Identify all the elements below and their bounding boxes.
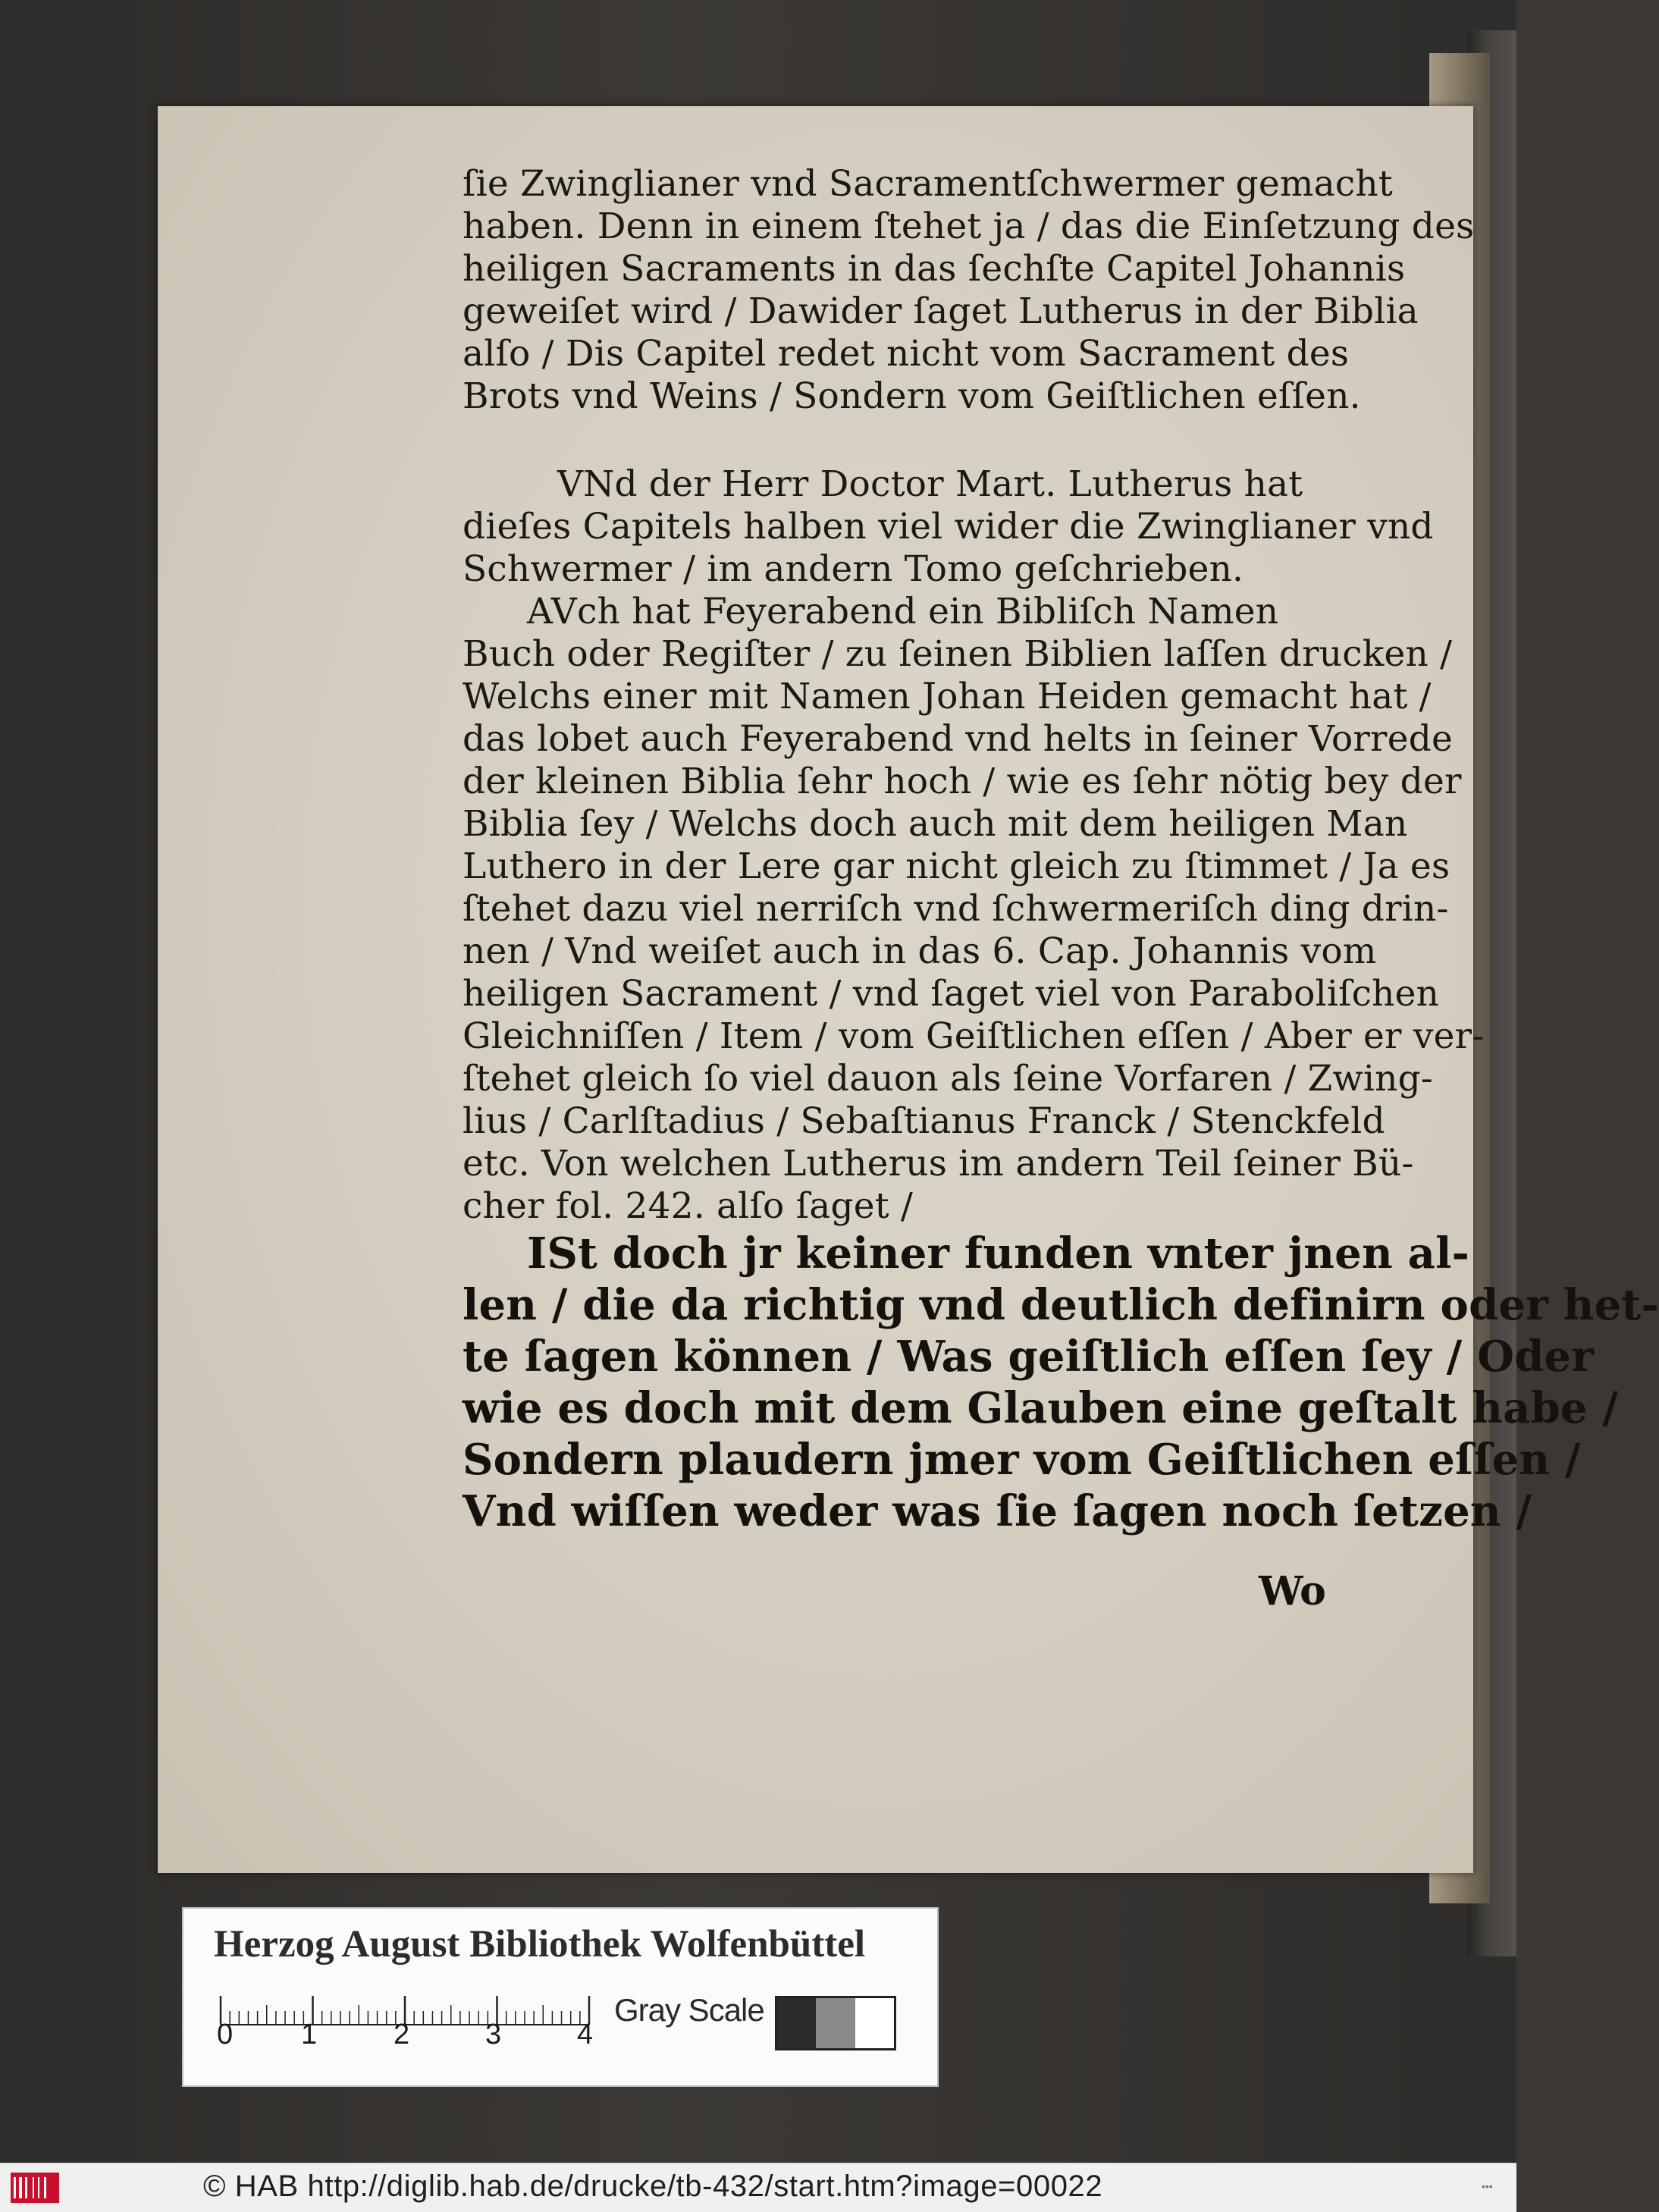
quote-line: wie es doch mit dem Glauben eine geſtalt habe / (463, 1383, 1619, 1433)
text-line: heiligen Sacraments in das ſechſte Capitel Johannis (463, 248, 1406, 290)
ruler-number: 4 (577, 2019, 594, 2050)
text-line: ſtehet dazu viel nerriſch vnd ſchwermeriſch ding drin- (463, 888, 1449, 930)
text-line: dieſes Capitels halben viel wider die Zwinglianer vnd (463, 506, 1434, 548)
hab-logo-icon (11, 2173, 59, 2203)
text-line: Luthero in der Lere gar nicht gleich zu ſtimmet / Ja es (463, 846, 1450, 887)
text-line: haben. Denn in einem ſtehet ja / das die Einſetzung des (463, 206, 1475, 247)
quote-line: ISt doch jr keiner funden vnter jnen al- (527, 1228, 1470, 1279)
text-line: alſo / Dis Capitel redet nicht vom Sacrament des (463, 333, 1350, 375)
text-line: cher fol. 242. alſo ſaget / (463, 1185, 914, 1227)
text-line: Buch oder Regiſter / zu ſeinen Biblien laſſen drucken / (463, 633, 1453, 675)
text-line: ſie Zwinglianer vnd Sacramentſchwermer gemacht (463, 163, 1393, 205)
gray-scale-label: Gray Scale (614, 1992, 764, 2028)
gray-patch-dark (777, 1998, 816, 2048)
text-line: AVch hat Feyerabend ein Bibliſch Namen (527, 591, 1279, 632)
text-line: der kleinen Biblia ſehr hoch / wie es ſehr nötig bey der (463, 761, 1462, 802)
text-line: Biblia ſey / Welchs doch auch mit dem heiligen Man (463, 803, 1408, 845)
ruler-number: 2 (394, 2019, 410, 2050)
text-line: Welchs einer mit Namen Johan Heiden gemacht hat / (463, 676, 1432, 717)
page-text (463, 163, 1659, 1537)
text-line: geweiſet wird / Dawider ſaget Lutherus in der Biblia (463, 290, 1419, 332)
quote-line: te ſagen können / Was geiſtlich eſſen ſey / Oder (463, 1332, 1594, 1382)
footer-bar (0, 2163, 1516, 2212)
logo-stripe (14, 2177, 16, 2198)
gray-patch-mid (816, 1998, 855, 2048)
ruler-number: 3 (485, 2019, 502, 2050)
text-line: ſtehet gleich ſo viel dauon als ſeine Vorfaren / Zwing- (463, 1058, 1433, 1100)
logo-stripe (44, 2177, 46, 2198)
logo-stripe (25, 2177, 27, 2198)
gray-scale-patches (775, 1996, 896, 2050)
library-name: Herzog August Bibliothek Wolfenbüttel (214, 1923, 866, 1966)
text-line: Brots vnd Weins / Sondern vom Geiſtlichen eſſen. (463, 375, 1361, 417)
text-line: etc. Von welchen Lutherus im andern Teil ſeiner Bü- (463, 1143, 1414, 1184)
text-line: heiligen Sacrament / vnd ſaget viel von Paraboliſchen (463, 973, 1440, 1015)
footer-credit-link[interactable]: © HAB http://diglib.hab.de/drucke/tb-432/start.htm?image=00022 (203, 2170, 1103, 2203)
quote-line: len / die da richtig vnd deutlich definirn oder het- (463, 1280, 1659, 1330)
footer-index-mark: ••• (1482, 2180, 1493, 2192)
ruler (217, 1996, 611, 2050)
paragraph-gap (463, 418, 1350, 463)
text-line: Schwermer / im andern Tomo geſchrieben. (463, 548, 1244, 590)
catchword: Wo (1259, 1568, 1326, 1614)
logo-stripe (33, 2177, 34, 2198)
gray-patch-light (855, 1998, 894, 2048)
text-line: lius / Carlſtadius / Sebaſtianus Franck / Stenckfeld (463, 1100, 1385, 1142)
text-line: VNd der Herr Doctor Mart. Lutherus hat (557, 463, 1303, 505)
color-target-card (182, 1907, 939, 2087)
logo-stripe (19, 2177, 22, 2198)
text-line: das lobet auch Feyerabend vnd helts in ſeiner Vorrede (463, 718, 1454, 760)
ruler-number: 1 (301, 2019, 318, 2050)
quote-line: Sondern plaudern jmer vom Geiſtlichen eſſen / (463, 1435, 1581, 1485)
quote-line: Vnd wiſſen weder was ſie ſagen noch ſetzen / (463, 1486, 1532, 1536)
text-line: nen / Vnd weiſet auch in das 6. Cap. Johannis vom (463, 930, 1377, 972)
text-line: Gleichniſſen / Item / vom Geiſtlichen eſſen / Aber er ver- (463, 1015, 1485, 1057)
ruler-number: 0 (217, 2019, 234, 2050)
logo-stripe (38, 2177, 39, 2198)
